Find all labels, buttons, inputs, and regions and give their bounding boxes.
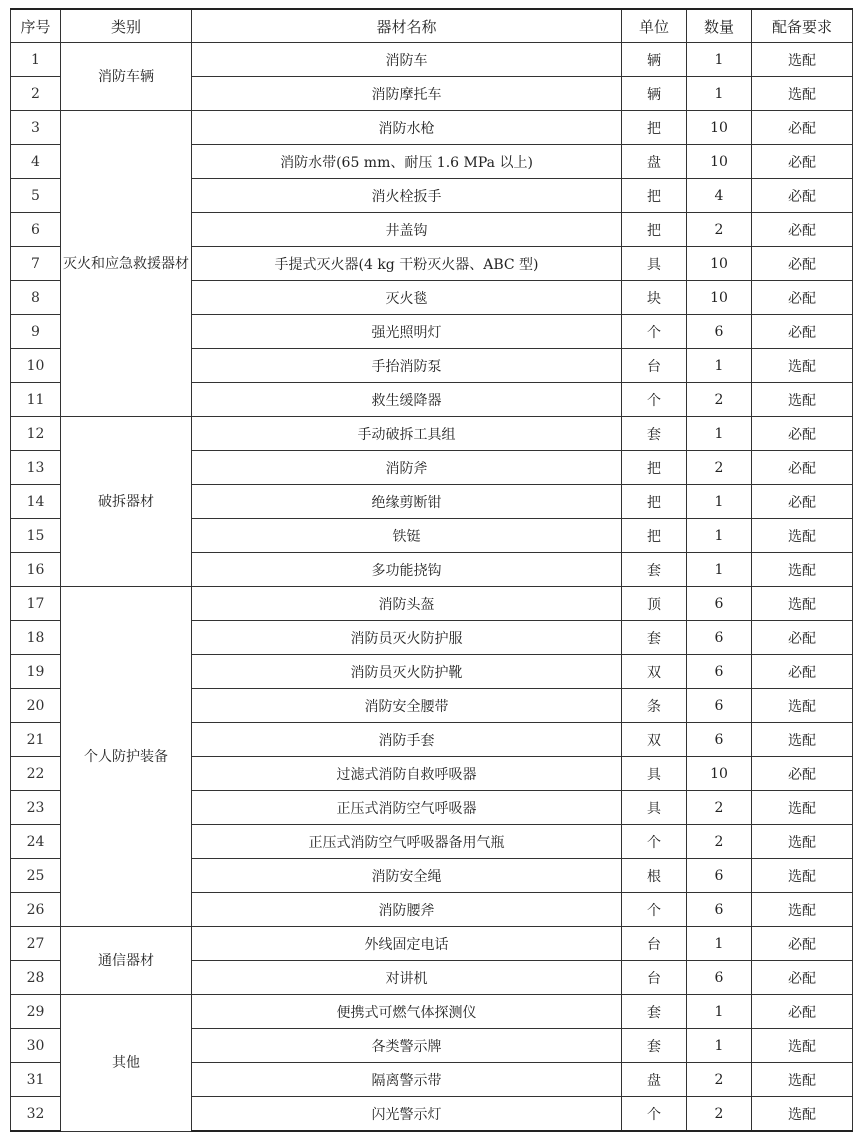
unit-cell: 辆 [622, 43, 687, 77]
seq-cell: 32 [11, 1097, 61, 1132]
seq-cell: 10 [11, 349, 61, 383]
unit-cell: 个 [622, 825, 687, 859]
header-req: 配备要求 [752, 9, 853, 43]
quantity-cell: 10 [687, 757, 752, 791]
quantity-cell: 1 [687, 553, 752, 587]
equipment-name-cell: 绝缘剪断钳 [192, 485, 622, 519]
seq-cell: 24 [11, 825, 61, 859]
unit-cell: 块 [622, 281, 687, 315]
header-name: 器材名称 [192, 9, 622, 43]
requirement-cell: 选配 [752, 587, 853, 621]
quantity-cell: 10 [687, 145, 752, 179]
quantity-cell: 1 [687, 519, 752, 553]
requirement-cell: 选配 [752, 553, 853, 587]
header-seq: 序号 [11, 9, 61, 43]
seq-cell: 17 [11, 587, 61, 621]
requirement-cell: 选配 [752, 723, 853, 757]
unit-cell: 套 [622, 621, 687, 655]
seq-cell: 8 [11, 281, 61, 315]
unit-cell: 个 [622, 383, 687, 417]
equipment-name-cell: 消防腰斧 [192, 893, 622, 927]
requirement-cell: 必配 [752, 417, 853, 451]
unit-cell: 个 [622, 893, 687, 927]
quantity-cell: 2 [687, 825, 752, 859]
equipment-name-cell: 正压式消防空气呼吸器 [192, 791, 622, 825]
requirement-cell: 选配 [752, 519, 853, 553]
seq-cell: 13 [11, 451, 61, 485]
seq-cell: 26 [11, 893, 61, 927]
seq-cell: 31 [11, 1063, 61, 1097]
unit-cell: 根 [622, 859, 687, 893]
requirement-cell: 必配 [752, 655, 853, 689]
table-row [11, 111, 853, 145]
requirement-cell: 必配 [752, 315, 853, 349]
equipment-name-cell: 闪光警示灯 [192, 1097, 622, 1132]
requirement-cell: 必配 [752, 213, 853, 247]
quantity-cell: 10 [687, 281, 752, 315]
equipment-name-cell: 正压式消防空气呼吸器备用气瓶 [192, 825, 622, 859]
unit-cell: 套 [622, 553, 687, 587]
quantity-cell: 2 [687, 1063, 752, 1097]
table-row [11, 43, 853, 77]
unit-cell: 套 [622, 995, 687, 1029]
seq-cell: 27 [11, 927, 61, 961]
requirement-cell: 选配 [752, 383, 853, 417]
quantity-cell: 6 [687, 859, 752, 893]
quantity-cell: 6 [687, 655, 752, 689]
equipment-name-cell: 强光照明灯 [192, 315, 622, 349]
unit-cell: 双 [622, 723, 687, 757]
unit-cell: 把 [622, 179, 687, 213]
seq-cell: 28 [11, 961, 61, 995]
unit-cell: 把 [622, 519, 687, 553]
category-label: 其他 [112, 1054, 140, 1071]
quantity-cell: 1 [687, 43, 752, 77]
quantity-cell: 1 [687, 349, 752, 383]
requirement-cell: 必配 [752, 281, 853, 315]
equipment-name-cell: 消防安全腰带 [192, 689, 622, 723]
quantity-cell: 6 [687, 621, 752, 655]
category-cell [61, 927, 192, 995]
unit-cell: 台 [622, 349, 687, 383]
category-cell [61, 587, 192, 927]
header-qty: 数量 [687, 9, 752, 43]
requirement-cell: 选配 [752, 893, 853, 927]
category-cell [61, 111, 192, 417]
equipment-name-cell: 救生缓降器 [192, 383, 622, 417]
seq-cell: 21 [11, 723, 61, 757]
quantity-cell: 6 [687, 893, 752, 927]
equipment-name-cell: 对讲机 [192, 961, 622, 995]
unit-cell: 具 [622, 757, 687, 791]
seq-cell: 15 [11, 519, 61, 553]
seq-cell: 29 [11, 995, 61, 1029]
unit-cell: 条 [622, 689, 687, 723]
unit-cell: 辆 [622, 77, 687, 111]
category-label: 个人防护装备 [84, 748, 168, 765]
unit-cell: 盘 [622, 1063, 687, 1097]
quantity-cell: 1 [687, 417, 752, 451]
header-row [11, 9, 853, 43]
equipment-name-cell: 灭火毯 [192, 281, 622, 315]
header-category: 类别 [61, 9, 192, 43]
equipment-name-cell: 手抬消防泵 [192, 349, 622, 383]
requirement-cell: 选配 [752, 1063, 853, 1097]
seq-cell: 25 [11, 859, 61, 893]
seq-cell: 16 [11, 553, 61, 587]
table-row [11, 587, 853, 621]
equipment-name-cell: 消防摩托车 [192, 77, 622, 111]
table-row [11, 417, 853, 451]
equipment-name-cell: 消防斧 [192, 451, 622, 485]
equipment-name-cell: 隔离警示带 [192, 1063, 622, 1097]
requirement-cell: 选配 [752, 1029, 853, 1063]
category-label: 破拆器材 [98, 493, 154, 510]
unit-cell: 台 [622, 927, 687, 961]
quantity-cell: 1 [687, 77, 752, 111]
equipment-name-cell: 手动破拆工具组 [192, 417, 622, 451]
requirement-cell: 必配 [752, 757, 853, 791]
equipment-name-cell: 消防水带(65 mm、耐压 1.6 MPa 以上) [192, 145, 622, 179]
equipment-name-cell: 各类警示牌 [192, 1029, 622, 1063]
seq-cell: 20 [11, 689, 61, 723]
quantity-cell: 2 [687, 213, 752, 247]
requirement-cell: 必配 [752, 247, 853, 281]
seq-cell: 22 [11, 757, 61, 791]
unit-cell: 个 [622, 1097, 687, 1132]
equipment-name-cell: 消防水枪 [192, 111, 622, 145]
requirement-cell: 选配 [752, 689, 853, 723]
quantity-cell: 10 [687, 111, 752, 145]
quantity-cell: 6 [687, 723, 752, 757]
requirement-cell: 选配 [752, 859, 853, 893]
unit-cell: 套 [622, 417, 687, 451]
table-row [11, 995, 853, 1029]
unit-cell: 具 [622, 247, 687, 281]
requirement-cell: 选配 [752, 791, 853, 825]
category-cell [61, 417, 192, 587]
quantity-cell: 4 [687, 179, 752, 213]
quantity-cell: 1 [687, 485, 752, 519]
equipment-name-cell: 过滤式消防自救呼吸器 [192, 757, 622, 791]
quantity-cell: 2 [687, 791, 752, 825]
requirement-cell: 必配 [752, 145, 853, 179]
quantity-cell: 2 [687, 1097, 752, 1132]
seq-cell: 6 [11, 213, 61, 247]
unit-cell: 顶 [622, 587, 687, 621]
equipment-name-cell: 消防车 [192, 43, 622, 77]
unit-cell: 把 [622, 485, 687, 519]
quantity-cell: 6 [687, 587, 752, 621]
requirement-cell: 选配 [752, 1097, 853, 1132]
unit-cell: 把 [622, 111, 687, 145]
requirement-cell: 选配 [752, 349, 853, 383]
requirement-cell: 必配 [752, 451, 853, 485]
seq-cell: 5 [11, 179, 61, 213]
quantity-cell: 1 [687, 995, 752, 1029]
category-label: 通信器材 [98, 952, 154, 969]
seq-cell: 3 [11, 111, 61, 145]
header-unit: 单位 [622, 9, 687, 43]
seq-cell: 9 [11, 315, 61, 349]
equipment-name-cell: 消防安全绳 [192, 859, 622, 893]
unit-cell: 盘 [622, 145, 687, 179]
equipment-name-cell: 便携式可燃气体探测仪 [192, 995, 622, 1029]
unit-cell: 双 [622, 655, 687, 689]
equipment-name-cell: 井盖钩 [192, 213, 622, 247]
seq-cell: 18 [11, 621, 61, 655]
requirement-cell: 必配 [752, 179, 853, 213]
requirement-cell: 必配 [752, 927, 853, 961]
seq-cell: 19 [11, 655, 61, 689]
quantity-cell: 10 [687, 247, 752, 281]
quantity-cell: 6 [687, 961, 752, 995]
table-row [11, 927, 853, 961]
seq-cell: 4 [11, 145, 61, 179]
equipment-name-cell: 消防员灭火防护靴 [192, 655, 622, 689]
unit-cell: 具 [622, 791, 687, 825]
seq-cell: 23 [11, 791, 61, 825]
quantity-cell: 1 [687, 927, 752, 961]
quantity-cell: 2 [687, 451, 752, 485]
equipment-name-cell: 外线固定电话 [192, 927, 622, 961]
table-body [11, 43, 853, 1132]
seq-cell: 7 [11, 247, 61, 281]
equipment-table [10, 8, 853, 1132]
quantity-cell: 1 [687, 1029, 752, 1063]
quantity-cell: 6 [687, 315, 752, 349]
quantity-cell: 6 [687, 689, 752, 723]
requirement-cell: 必配 [752, 961, 853, 995]
unit-cell: 个 [622, 315, 687, 349]
seq-cell: 14 [11, 485, 61, 519]
seq-cell: 12 [11, 417, 61, 451]
requirement-cell: 必配 [752, 995, 853, 1029]
unit-cell: 把 [622, 213, 687, 247]
seq-cell: 2 [11, 77, 61, 111]
equipment-name-cell: 手提式灭火器(4 kg 干粉灭火器、ABC 型) [192, 247, 622, 281]
equipment-name-cell: 铁铤 [192, 519, 622, 553]
unit-cell: 套 [622, 1029, 687, 1063]
category-label: 消防车辆 [98, 68, 154, 85]
equipment-name-cell: 消防手套 [192, 723, 622, 757]
requirement-cell: 选配 [752, 43, 853, 77]
requirement-cell: 选配 [752, 825, 853, 859]
seq-cell: 30 [11, 1029, 61, 1063]
unit-cell: 台 [622, 961, 687, 995]
seq-cell: 11 [11, 383, 61, 417]
category-cell [61, 995, 192, 1132]
seq-cell: 1 [11, 43, 61, 77]
requirement-cell: 选配 [752, 77, 853, 111]
equipment-name-cell: 消防员灭火防护服 [192, 621, 622, 655]
requirement-cell: 必配 [752, 485, 853, 519]
equipment-name-cell: 消防头盔 [192, 587, 622, 621]
category-label: 灭火和应急救援器材 [63, 255, 189, 272]
unit-cell: 把 [622, 451, 687, 485]
category-cell [61, 43, 192, 111]
quantity-cell: 2 [687, 383, 752, 417]
requirement-cell: 必配 [752, 621, 853, 655]
equipment-name-cell: 消火栓扳手 [192, 179, 622, 213]
equipment-name-cell: 多功能挠钩 [192, 553, 622, 587]
requirement-cell: 必配 [752, 111, 853, 145]
